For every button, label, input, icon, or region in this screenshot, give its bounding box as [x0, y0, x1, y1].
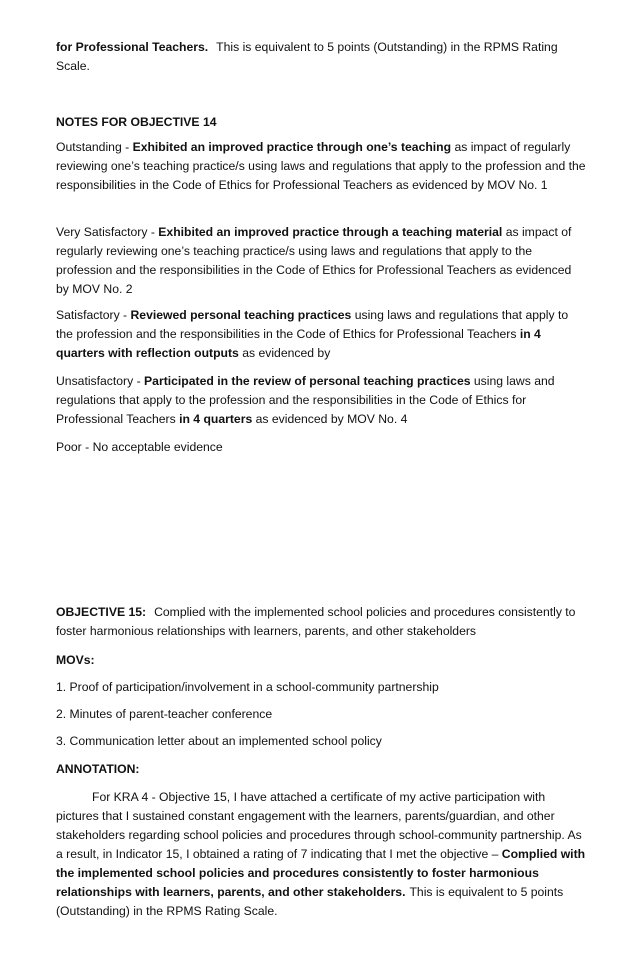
mov-item-1: 1. Proof of participation/involvement in a school-community partnership: [56, 680, 439, 694]
movs-heading: MOVs:: [56, 653, 95, 667]
intro-bold: for Professional Teachers.: [56, 40, 209, 54]
mov-item-3: 3. Communication letter about an implemented school policy: [56, 734, 382, 748]
objective-15: [56, 603, 586, 641]
note-very-satisfactory: Very Satisfactory - Exhibited an improved practice through a teaching material as impact of regularly reviewing one’s teaching practice/s using laws and regulations that apply to the profession and the responsibilities in the Code of Ethics for Professional Teachers as evidenced by MOV No. 2: [56, 225, 572, 296]
note-poor: Poor - No acceptable evidence: [56, 440, 223, 454]
notes-heading: NOTES FOR OBJECTIVE 14: [56, 115, 217, 129]
intro-paragraph: [56, 38, 586, 76]
annotation-paragraph: For KRA 4 - Objective 15, I have attached a certificate of my active participation with pictures that I sustained constant engagement with the learners, parents/guardian, and other stakeholders regarding school policies and procedures through school-community partnership. As a result, in Indicator 15, I obtained a rating of 7 indicating that I met the objective – Complied with the implemented school policies and procedures consistently to foster harmonious relationships with learners, parents, and other stakeholders. This is equivalent to 5 points (Outstanding) in the RPMS Rating Scale.: [56, 790, 586, 918]
note-satisfactory: Satisfactory - Reviewed personal teaching practices using laws and regulations that apply to the profession and the responsibilities in the Code of Ethics for Professional Teachers in 4 quarters with reflection outputs as evidenced by: [56, 308, 569, 360]
annotation-heading: ANNOTATION:: [56, 762, 140, 776]
intro-text: This is equivalent to 5 points (Outstanding) in the RPMS Rating Scale.: [56, 40, 558, 73]
objective-text: Complied with the implemented school policies and procedures consistently to foster harmonious relationships with learners, parents, and other stakeholders: [56, 605, 576, 638]
objective-label: OBJECTIVE 15:: [56, 605, 147, 619]
note-unsatisfactory: Unsatisfactory - Participated in the review of personal teaching practices using laws and regulations that apply to the profession and the responsibilities in the Code of Ethics for Professional Teachers in 4 quarters as evidenced by MOV No. 4: [56, 374, 555, 426]
mov-item-2: 2. Minutes of parent-teacher conference: [56, 707, 273, 721]
note-outstanding: Outstanding - Exhibited an improved practice through one’s teaching as impact of regularly reviewing one’s teaching practice/s using laws and regulations that apply to the profession and the responsibilities in the Code of Ethics for Professional Teachers as evidenced by MOV No. 1: [56, 140, 586, 192]
